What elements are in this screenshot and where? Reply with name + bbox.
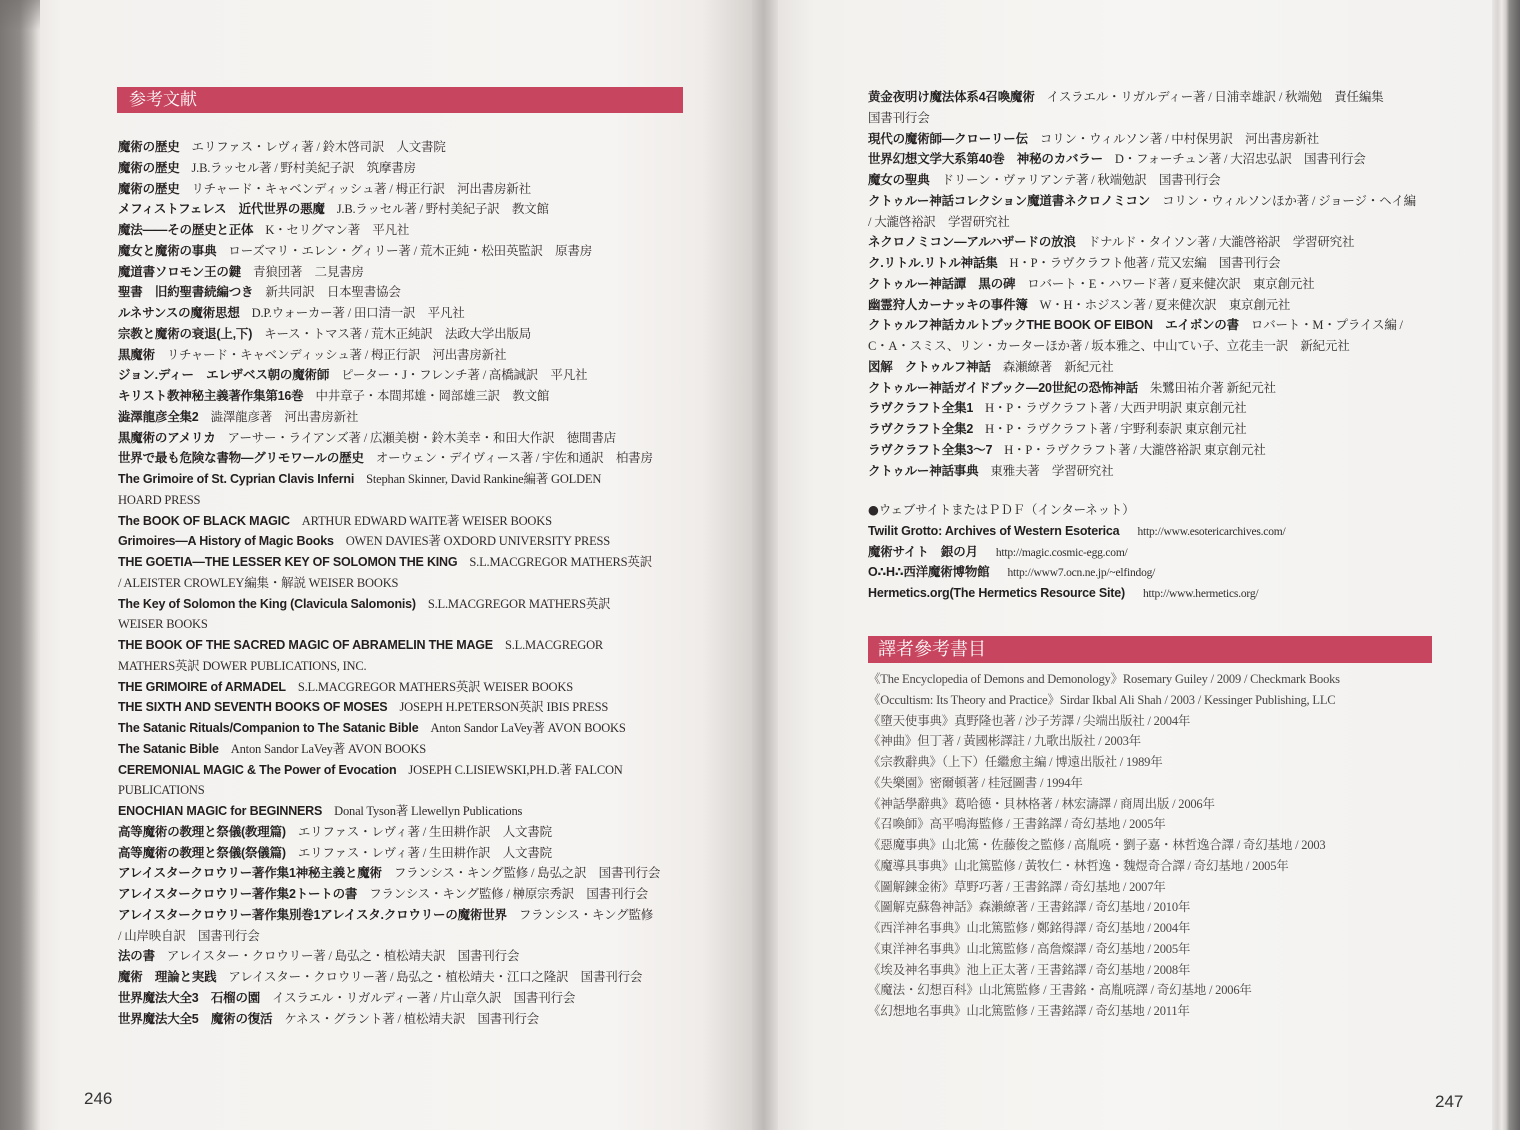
- bibliography-entry: [118, 863, 718, 884]
- entry-line: [118, 262, 718, 283]
- entry-line: [118, 988, 718, 1009]
- bibliography-entry: [118, 739, 718, 760]
- entry-details: S.L.MACGREGOR MATHERS英訳: [427, 596, 611, 611]
- bibliography-entry: [118, 801, 718, 822]
- entry-title: The BOOK OF BLACK MAGIC: [118, 513, 290, 528]
- website-list: [868, 521, 1468, 604]
- entry-title: 聖書 旧約聖書続編つき: [118, 285, 254, 300]
- entry-title: The Key of Solomon the King (Clavicula Salomonis): [118, 596, 416, 611]
- entry-title: 魔道書ソロモン王の鍵: [118, 264, 242, 279]
- entry-title: 宗教と魔術の衰退(上,下): [118, 326, 253, 341]
- entry-details: 中井章子・本間邦雄・岡部雄三訳 教文館: [315, 389, 550, 403]
- entry-line: [118, 324, 718, 345]
- entry-line: [868, 191, 1468, 212]
- bibliography-entry: [118, 282, 718, 303]
- entry-title: クトゥルフ神話カルトブックTHE BOOK OF EIBON エイボンの書: [868, 318, 1239, 333]
- website-url: http://www.esotericarchives.com/: [1137, 525, 1286, 538]
- entry-details: コリン・ウィルソンほか著 / ジョージ・ヘイ編: [1162, 193, 1416, 208]
- bibliography-entry: [118, 843, 718, 864]
- entry-line: [868, 87, 1468, 108]
- entry-details: Anton Sandor LaVey著 AVON BOOKS: [430, 721, 626, 735]
- bibliography-entry: [118, 324, 718, 345]
- page-number-left: 246: [84, 1089, 113, 1108]
- website-name: Twilit Grotto: Archives of Western Esoterica: [868, 523, 1120, 538]
- websites-heading: ●ウェブサイトまたはＰＤＦ（インターネット）: [868, 502, 1135, 517]
- translator-reference: 《失樂園》密爾頓著 / 桂冠圖書 / 1994年: [868, 775, 1083, 790]
- bibliography-entry: [118, 303, 718, 324]
- entry-line: [868, 398, 1468, 419]
- entry-details: D・フォーチュン著 / 大沼忠弘訳 国書刊行会: [1114, 152, 1366, 167]
- entry-details: イスラエル・リガルディー著 / 片山章久訳 国書刊行会: [272, 990, 576, 1005]
- entry-line: [118, 199, 718, 220]
- entry-details: 朱鷺田祐介著 新紀元社: [1149, 380, 1276, 395]
- page-number-right: 247: [1435, 1092, 1464, 1111]
- entry-line: [118, 739, 718, 760]
- entry-title: 世界で最も危険な書物―グリモワールの歴史: [118, 451, 364, 466]
- entry-details: ローズマリ・エレン・グィリー著 / 荒木正純・松田英監訳 原書房: [228, 243, 593, 258]
- entry-details: S.L.MACGREGOR MATHERS英訳 WEISER BOOKS: [297, 679, 573, 694]
- entry-title: THE SIXTH AND SEVENTH BOOKS OF MOSES: [118, 700, 388, 715]
- website-url: http://www7.ocn.ne.jp/~elfindog/: [1007, 567, 1156, 580]
- bibliography-entry: [868, 129, 1468, 150]
- website-url: http://magic.cosmic-egg.com/: [995, 546, 1128, 559]
- entry-line: [868, 357, 1468, 378]
- entry-details: J.B.ラッセル著 / 野村美紀子訳 筑摩書房: [191, 160, 416, 175]
- entry-line: [118, 469, 718, 490]
- entry-title: クトゥルー神話譚 黒の碑: [868, 276, 1016, 291]
- website-entry: [868, 521, 1468, 542]
- website-entry: [868, 542, 1468, 563]
- entry-title: The Grimoire of St. Cyprian Clavis Inferni: [118, 472, 355, 486]
- entry-details: アレイスター・クロウリー著 / 島弘之・植松靖夫訳 国書刊行会: [166, 949, 520, 964]
- entry-title: 黄金夜明け魔法体系4召喚魔術: [868, 90, 1035, 104]
- entry-title: クトゥルー神話事典: [868, 463, 979, 478]
- entry-continuation: / 山岸映自訳 国書刊行会: [118, 928, 260, 943]
- translator-reference: 《宗教辭典》（上下）任繼愈主編 / 博遠出版社 / 1989年: [868, 755, 1163, 769]
- entry-details: エリファス・レヴィ著 / 生田耕作訳 人文書院: [297, 845, 552, 860]
- entry-title: 高等魔術の教理と祭儀(教理篇): [118, 824, 286, 839]
- entry-title: 世界幻想文学大系第40巻 神秘のカバラー: [868, 152, 1103, 167]
- bibliography-entry: [118, 697, 718, 718]
- entry-details: J.B.ラッセル著 / 野村美紀子訳 教文館: [336, 202, 549, 217]
- entry-title: Grimoires—A History of Magic Books: [118, 534, 334, 549]
- entry-title: ジョン.ディー エレザベス朝の魔術師: [118, 368, 330, 383]
- bibliography-entry: [118, 552, 718, 594]
- entry-details: W・H・ホジスン著 / 夏来健次訳 東京創元社: [1039, 297, 1291, 312]
- left-page-edges: [0, 0, 44, 1130]
- entry-line: [118, 552, 718, 573]
- entry-title: アレイスタークロウリー著作集別巻1アレイスタ.クロウリーの魔術世界: [118, 907, 507, 922]
- translator-references-heading: 譯者參考書目: [868, 636, 1432, 663]
- entry-title: ルネサンスの魔術思想: [118, 306, 240, 320]
- bibliography-entry: [118, 220, 718, 241]
- bibliography-entry: [118, 199, 718, 220]
- entry-title: 魔術の歴史: [118, 181, 180, 196]
- entry-title: 魔女と魔術の事典: [118, 243, 217, 258]
- entry-continuation: MATHERS英訳 DOWER PUBLICATIONS, INC.: [118, 658, 367, 673]
- entry-details: エリファス・レヴィ著 / 生田耕作訳 人文書院: [297, 824, 552, 839]
- entry-line: [118, 843, 718, 864]
- translator-reference: 《東洋神名事典》山北篤監修 / 高詹燦譯 / 奇幻基地 / 2005年: [868, 941, 1191, 956]
- entry-title: 魔術の歴史: [118, 160, 180, 175]
- entry-title: 澁澤龍彦全集2: [118, 409, 199, 424]
- entry-line: [868, 419, 1468, 440]
- bibliography-entry: [868, 461, 1468, 482]
- right-page-edges: [1492, 0, 1520, 1130]
- entry-line: [118, 801, 718, 822]
- entry-details: S.L.MACGREGOR MATHERS英訳: [469, 555, 652, 569]
- entry-details: H・P・ラヴクラフト著 / 大瀧啓裕訳 東京創元社: [1004, 442, 1266, 457]
- entry-continuation: C・A・スミス、リン・カーターほか著 / 坂本雅之、中山てい子、立花圭一訳 新紀元社: [868, 339, 1350, 353]
- translator-reference: 《神曲》但丁著 / 黃國彬譯註 / 九歌出版社 / 2003年: [868, 734, 1141, 749]
- entry-title: CEREMONIAL MAGIC & The Power of Evocation: [118, 762, 397, 777]
- entry-line: [868, 315, 1468, 336]
- bibliography-entry: [118, 531, 718, 552]
- bibliography-entry: [868, 398, 1468, 419]
- bibliography-entry: [868, 274, 1468, 295]
- translator-reference: 《Occultism: Its Theory and Practice》Sirdar Ikbal Ali Shah / 2003 / Kessinger Publishing, LLC: [868, 692, 1336, 707]
- entry-details: K・セリグマン著 平凡社: [265, 223, 410, 237]
- references-heading: 参考文献: [117, 87, 683, 113]
- bibliography-entry: [118, 718, 718, 739]
- entry-line: [868, 440, 1468, 461]
- entry-line: [118, 241, 718, 262]
- bibliography-entry: [118, 428, 718, 449]
- website-url: http://www.hermetics.org/: [1142, 588, 1259, 600]
- entry-details: フランシス・キング監修 / 島弘之訳 国書刊行会: [393, 866, 661, 881]
- entry-details: Stephan Skinner, David Rankine編著 GOLDEN: [366, 472, 602, 486]
- translator-reference-list: [868, 669, 1468, 1029]
- bibliography-entry: [118, 1009, 718, 1030]
- entry-title: The Satanic Rituals/Companion to The Satanic Bible: [118, 721, 419, 735]
- translator-reference: 《The Encyclopedia of Demons and Demonology》Rosemary Guiley / 2009 / Checkmark Books: [868, 672, 1340, 686]
- bibliography-entry: [118, 822, 718, 843]
- entry-details: キース・トマス著 / 荒木正純訳 法政大学出版局: [264, 326, 532, 341]
- bibliography-entry: [868, 87, 1468, 129]
- entry-title: ラヴクラフト全集1: [868, 401, 974, 416]
- bibliography-entry: [868, 191, 1468, 233]
- entry-details: コリン・ウィルソン著 / 中村保男訳 河出書房新社: [1039, 131, 1319, 146]
- entry-details: 森瀬繚著 新紀元社: [1002, 359, 1114, 374]
- entry-title: THE BOOK OF THE SACRED MAGIC OF ABRAMELIN THE MAGE: [118, 638, 493, 652]
- bibliography-entry: [118, 241, 718, 262]
- website-name: 魔術サイト 銀の月: [868, 544, 978, 559]
- bibliography-entry: [118, 594, 718, 636]
- entry-title: 現代の魔術師―クローリー伝: [868, 131, 1028, 146]
- bibliography-entry: [118, 469, 718, 511]
- translator-reference: 《神話學辭典》葛哈德・貝林格著 / 林宏濤譯 / 商周出版 / 2006年: [868, 796, 1215, 811]
- entry-details: 澁澤龍彦著 河出書房新社: [210, 409, 359, 424]
- bibliography-entry: [118, 677, 718, 698]
- websites-section: [868, 500, 1468, 610]
- entry-line: [118, 635, 718, 656]
- bibliography-entry: [868, 170, 1468, 191]
- entry-details: 東雅夫著 学習研究社: [990, 463, 1114, 478]
- bibliography-entry: [118, 988, 718, 1009]
- translator-reference: 《西洋神名事典》山北篤監修 / 鄭銘得譯 / 奇幻基地 / 2004年: [868, 921, 1191, 935]
- entry-line: [118, 407, 718, 428]
- translator-reference: 《惡魔事典》山北篤・佐藤俊之監修 / 高胤喨・劉子嘉・林哲逸合譯 / 奇幻基地 / 2003: [868, 838, 1326, 852]
- entry-details: ドリーン・ヴァリアンテ著 / 秋端勉訳 国書刊行会: [941, 173, 1221, 187]
- entry-details: H・P・ラヴクラフト他著 / 荒又宏編 国書刊行会: [1009, 256, 1281, 270]
- bibliography-entry: [118, 179, 718, 200]
- entry-details: ロバート・M・プライス編 /: [1250, 318, 1403, 333]
- entry-line: [118, 448, 718, 469]
- entry-title: 世界魔法大全5 魔術の復活: [118, 1011, 273, 1026]
- entry-details: Donal Tyson著 Llewellyn Publications: [334, 804, 523, 818]
- entry-line: [118, 822, 718, 843]
- entry-title: 魔術の歴史: [118, 140, 180, 154]
- bibliography-entry: [868, 149, 1468, 170]
- translator-reference: 《墮天使事典》真野隆也著 / 沙子芳譯 / 尖端出版社 / 2004年: [868, 713, 1191, 728]
- entry-details: H・P・ラヴクラフト著 / 大西尹明訳 東京創元社: [985, 401, 1247, 416]
- entry-title: The Satanic Bible: [118, 741, 219, 756]
- entry-line: [868, 232, 1468, 253]
- entry-line: [868, 295, 1468, 316]
- entry-title: THE GOETIA—THE LESSER KEY OF SOLOMON THE KING: [118, 555, 458, 569]
- entry-title: メフィストフェレス 近代世界の悪魔: [118, 202, 325, 217]
- entry-line: [868, 274, 1468, 295]
- bibliography-entry: [868, 253, 1468, 274]
- website-entry: [868, 562, 1468, 583]
- bibliography-entry: [118, 448, 718, 469]
- entry-continuation: / ALEISTER CROWLEY編集・解説 WEISER BOOKS: [118, 575, 399, 590]
- bibliography-entry: [868, 232, 1468, 253]
- entry-details: アレイスター・クロウリー著 / 島弘之・植松靖夫・江口之隆訳 国書刊行会: [228, 970, 643, 984]
- entry-title: アレイスタークロウリー著作集2トートの書: [118, 887, 358, 901]
- bibliography-entry: [868, 419, 1468, 440]
- translator-reference: 《魔法・幻想百科》山北篤監修 / 王書銘・高胤喨譯 / 奇幻基地 / 2006年: [868, 983, 1252, 998]
- entry-line: [118, 718, 718, 739]
- bibliography-list-left: [118, 137, 718, 1037]
- entry-line: [118, 1009, 718, 1030]
- bibliography-entry: [118, 511, 718, 532]
- translator-reference: 《圖解鍊金術》草野巧著 / 王書銘譯 / 奇幻基地 / 2007年: [868, 879, 1166, 894]
- entry-line: [868, 253, 1468, 274]
- entry-line: [118, 884, 718, 905]
- entry-line: [118, 158, 718, 179]
- entry-line: [118, 697, 718, 718]
- entry-title: 高等魔術の教理と祭儀(祭儀篇): [118, 845, 286, 860]
- entry-line: [118, 365, 718, 386]
- entry-details: JOSEPH C.LISIEWSKI,PH.D.著 FALCON: [408, 762, 623, 777]
- bibliography-entry: [118, 262, 718, 283]
- entry-continuation: 国書刊行会: [868, 110, 930, 125]
- entry-title: ラヴクラフト全集3〜7: [868, 442, 993, 457]
- entry-title: 法の書: [118, 949, 155, 964]
- entry-title: アレイスタークロウリー著作集1神秘主義と魔術: [118, 866, 382, 881]
- bibliography-entry: [118, 760, 718, 802]
- entry-line: [118, 303, 718, 324]
- bibliography-entry: [118, 967, 718, 988]
- entry-details: リチャード・キャベンディッシュ著 / 栂正行訳 河出書房新社: [191, 181, 531, 196]
- translator-reference: 《幻想地名事典》山北篤監修 / 王書銘譯 / 奇幻基地 / 2011年: [868, 1004, 1190, 1018]
- entry-details: ピーター・J・フレンチ著 / 高橋誠訳 平凡社: [341, 368, 588, 383]
- translator-reference: 《召喚師》高平鳴海監修 / 王書銘譯 / 奇幻基地 / 2005年: [868, 817, 1166, 832]
- bibliography-entry: [868, 315, 1468, 357]
- entry-details: フランシス・キング監修: [518, 907, 654, 922]
- entry-title: 黒魔術のアメリカ: [118, 430, 216, 445]
- entry-line: [118, 531, 718, 552]
- bibliography-entry: [118, 365, 718, 386]
- entry-title: 魔術 理論と実践: [118, 970, 217, 984]
- entry-details: ARTHUR EDWARD WAITE著 WEISER BOOKS: [301, 513, 552, 528]
- website-entry: [868, 583, 1468, 604]
- entry-details: フランシス・キング監修 / 榊原宗秀訳 国書刊行会: [369, 887, 648, 901]
- entry-title: 黒魔術: [118, 347, 155, 362]
- entry-details: ケネス・グラント著 / 植松靖夫訳 国書刊行会: [284, 1011, 539, 1026]
- entry-line: [868, 129, 1468, 150]
- entry-title: クトゥルー神話コレクション魔道書ネクロノミコン: [868, 193, 1151, 208]
- bibliography-entry: [868, 378, 1468, 399]
- entry-details: Anton Sandor LaVey著 AVON BOOKS: [230, 741, 426, 756]
- entry-line: [118, 137, 718, 158]
- bibliography-entry: [118, 635, 718, 677]
- entry-line: [118, 760, 718, 781]
- entry-title: 世界魔法大全3 石榴の園: [118, 990, 261, 1005]
- entry-details: オーウェン・デイヴィース著 / 宇佐和通訳 柏書房: [375, 451, 653, 466]
- bibliography-list-right: [868, 87, 1468, 487]
- bibliography-entry: [118, 137, 718, 158]
- entry-line: [118, 967, 718, 988]
- bibliography-entry: [118, 884, 718, 905]
- entry-line: [118, 594, 718, 615]
- entry-details: ドナルド・タイソン著 / 大瀧啓裕訳 学習研究社: [1087, 235, 1355, 250]
- entry-title: ネクロノミコン―アルハザードの放浪: [868, 235, 1076, 250]
- translator-reference: 《埃及神名事典》池上正太著 / 王書銘譯 / 奇幻基地 / 2008年: [868, 962, 1191, 977]
- entry-continuation: HOARD PRESS: [118, 492, 201, 507]
- entry-title: 魔法――その歴史と正体: [118, 223, 254, 237]
- entry-title: 幽霊狩人カーナッキの事件簿: [868, 297, 1028, 312]
- website-name: Hermetics.org(The Hermetics Resource Site): [868, 586, 1125, 600]
- entry-line: [868, 170, 1468, 191]
- entry-line: [118, 345, 718, 366]
- entry-details: イスラエル・リガルディー著 / 日浦幸雄訳 / 秋端勉 責任編集: [1046, 90, 1384, 104]
- entry-details: D.P.ウォーカー著 / 田口清一訳 平凡社: [251, 306, 465, 320]
- gutter-shadow: [752, 0, 778, 1130]
- entry-details: ロバート・E・ハワード著 / 夏来健次訳 東京創元社: [1027, 276, 1315, 291]
- entry-details: アーサー・ライアンズ著 / 広瀬美樹・鈴木美幸・和田大作訳 徳間書店: [227, 430, 616, 445]
- bibliography-entry: [868, 357, 1468, 378]
- bibliography-entry: [118, 345, 718, 366]
- entry-title: 魔女の聖典: [868, 173, 930, 187]
- entry-details: JOSEPH H.PETERSON英訳 IBIS PRESS: [399, 700, 609, 715]
- entry-title: ラヴクラフト全集2: [868, 422, 974, 436]
- entry-line: [118, 863, 718, 884]
- bibliography-entry: [868, 440, 1468, 461]
- entry-line: [118, 282, 718, 303]
- entry-line: [868, 461, 1468, 482]
- entry-details: 新共同訳 日本聖書協会: [265, 285, 401, 300]
- translator-reference: 《圖解克蘇魯神話》森瀨繚著 / 王書銘譯 / 奇幻基地 / 2010年: [868, 900, 1191, 915]
- entry-details: エリファス・レヴィ著 / 鈴木啓司訳 人文書院: [191, 140, 446, 154]
- entry-continuation: PUBLICATIONS: [118, 783, 205, 798]
- entry-title: キリスト教神秘主義著作集第16巻: [118, 389, 304, 403]
- entry-title: THE GRIMOIRE of ARMADEL: [118, 679, 286, 694]
- bibliography-entry: [118, 158, 718, 179]
- bibliography-entry: [118, 946, 718, 967]
- entry-details: 青狼団著 二見書房: [253, 264, 364, 279]
- entry-title: ク.リトル.リトル神話集: [868, 256, 998, 270]
- entry-details: S.L.MACGREGOR: [504, 638, 604, 652]
- website-name: O∴H∴西洋魔術博物館: [868, 565, 990, 580]
- entry-line: [118, 946, 718, 967]
- translator-reference: 《魔導具事典》山北篤監修 / 黃牧仁・林哲逸・魏煜奇合譯 / 奇幻基地 / 2005年: [868, 858, 1289, 873]
- entry-line: [118, 179, 718, 200]
- bibliography-entry: [118, 407, 718, 428]
- entry-title: 図解 クトゥルフ神話: [868, 359, 991, 374]
- entry-line: [118, 905, 718, 926]
- entry-title: クトゥルー神話ガイドブック―20世紀の恐怖神話: [868, 380, 1138, 395]
- entry-line: [118, 677, 718, 698]
- entry-line: [868, 378, 1468, 399]
- bibliography-entry: [118, 905, 718, 947]
- entry-line: [118, 511, 718, 532]
- entry-details: H・P・ラヴクラフト著 / 宇野利泰訳 東京創元社: [985, 422, 1247, 436]
- entry-line: [118, 220, 718, 241]
- entry-details: OWEN DAVIES著 OXDORD UNIVERSITY PRESS: [345, 534, 611, 549]
- entry-line: [868, 149, 1468, 170]
- entry-title: ENOCHIAN MAGIC for BEGINNERS: [118, 804, 323, 818]
- bibliography-entry: [118, 386, 718, 407]
- entry-line: [118, 428, 718, 449]
- entry-line: [118, 386, 718, 407]
- entry-continuation: / 大瀧啓裕訳 学習研究社: [868, 214, 1010, 229]
- entry-details: リチャード・キャベンディッシュ著 / 栂正行訳 河出書房新社: [166, 347, 507, 362]
- bibliography-entry: [868, 295, 1468, 316]
- entry-continuation: WEISER BOOKS: [118, 617, 208, 632]
